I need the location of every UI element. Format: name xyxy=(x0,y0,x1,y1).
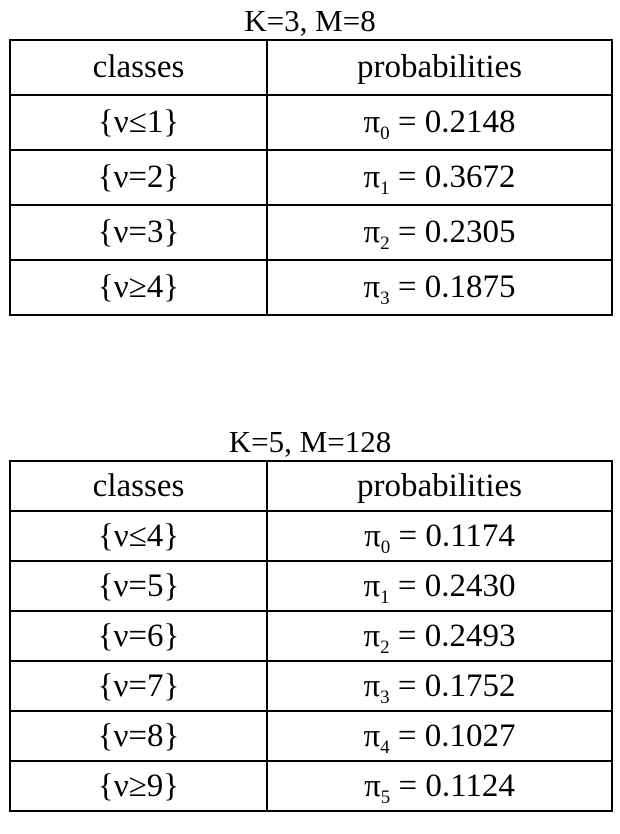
pi-index: 2 xyxy=(380,233,390,254)
table-caption: K=5, M=128 xyxy=(228,424,392,459)
probability-cell xyxy=(267,260,612,315)
pi-index: 0 xyxy=(380,123,390,144)
probability-cell xyxy=(267,205,612,260)
class-cell: {ν=2} xyxy=(10,150,267,205)
table-row xyxy=(10,511,612,561)
pi-symbol: π xyxy=(363,269,381,305)
table-header-row xyxy=(10,461,612,511)
class-cell: {ν≤1} xyxy=(10,95,267,150)
probability-cell xyxy=(267,511,612,561)
table-row xyxy=(10,205,612,260)
probability-value: = 0.1027 xyxy=(389,717,516,754)
pi-symbol: π xyxy=(363,159,381,195)
table xyxy=(9,460,613,812)
table-row xyxy=(10,561,612,611)
pi-symbol: π xyxy=(363,717,381,754)
class-cell: {ν≤4} xyxy=(10,511,267,561)
pi-index: 2 xyxy=(380,636,390,658)
probability-cell xyxy=(267,711,612,761)
probability-value: = 0.1174 xyxy=(390,517,515,554)
probability-value: = 0.1752 xyxy=(389,667,516,704)
class-cell: {ν=3} xyxy=(10,205,267,260)
probability-value: = 0.2305 xyxy=(389,214,516,250)
table-caption: K=3, M=8 xyxy=(244,3,376,38)
pi-symbol: π xyxy=(363,214,381,250)
probability-value: = 0.1875 xyxy=(389,269,516,305)
probability-cell xyxy=(267,561,612,611)
table-row xyxy=(10,611,612,661)
table-row xyxy=(10,761,612,811)
probability-cell xyxy=(267,150,612,205)
probability-value: = 0.1124 xyxy=(390,767,515,804)
class-cell: {ν=8} xyxy=(10,711,267,761)
table-row xyxy=(10,95,612,150)
probability-value: = 0.2430 xyxy=(389,567,516,604)
class-cell: {ν≥9} xyxy=(10,761,267,811)
table-row xyxy=(10,260,612,315)
pi-index: 0 xyxy=(380,536,391,558)
pi-index: 3 xyxy=(380,686,390,708)
class-cell: {ν=5} xyxy=(10,561,267,611)
pi-symbol: π xyxy=(363,617,381,654)
probability-table-k3 xyxy=(9,3,611,316)
header-probabilities: probabilities xyxy=(267,40,612,95)
pi-index: 4 xyxy=(380,736,390,758)
table-row xyxy=(10,661,612,711)
probability-cell xyxy=(267,95,612,150)
class-cell: {ν=7} xyxy=(10,661,267,711)
table-row xyxy=(10,711,612,761)
probability-value: = 0.2148 xyxy=(389,104,516,140)
table-row xyxy=(10,150,612,205)
probability-cell xyxy=(267,661,612,711)
pi-symbol: π xyxy=(364,517,381,554)
probability-table-k5 xyxy=(9,424,611,812)
class-cell: {ν≥4} xyxy=(10,260,267,315)
pi-index: 1 xyxy=(380,586,390,608)
probability-value: = 0.3672 xyxy=(389,159,516,195)
pi-symbol: π xyxy=(363,567,381,604)
header-probabilities: probabilities xyxy=(267,461,612,511)
pi-symbol: π xyxy=(363,667,381,704)
pi-index: 5 xyxy=(380,786,391,808)
table-header-row xyxy=(10,40,612,95)
class-cell: {ν=6} xyxy=(10,611,267,661)
probability-cell xyxy=(267,611,612,661)
header-classes: classes xyxy=(10,461,267,511)
pi-symbol: π xyxy=(364,767,381,804)
probability-cell xyxy=(267,761,612,811)
header-classes: classes xyxy=(10,40,267,95)
pi-index: 1 xyxy=(380,178,390,199)
table xyxy=(9,39,613,316)
pi-index: 3 xyxy=(380,288,390,309)
probability-value: = 0.2493 xyxy=(389,617,516,654)
pi-symbol: π xyxy=(363,104,381,140)
